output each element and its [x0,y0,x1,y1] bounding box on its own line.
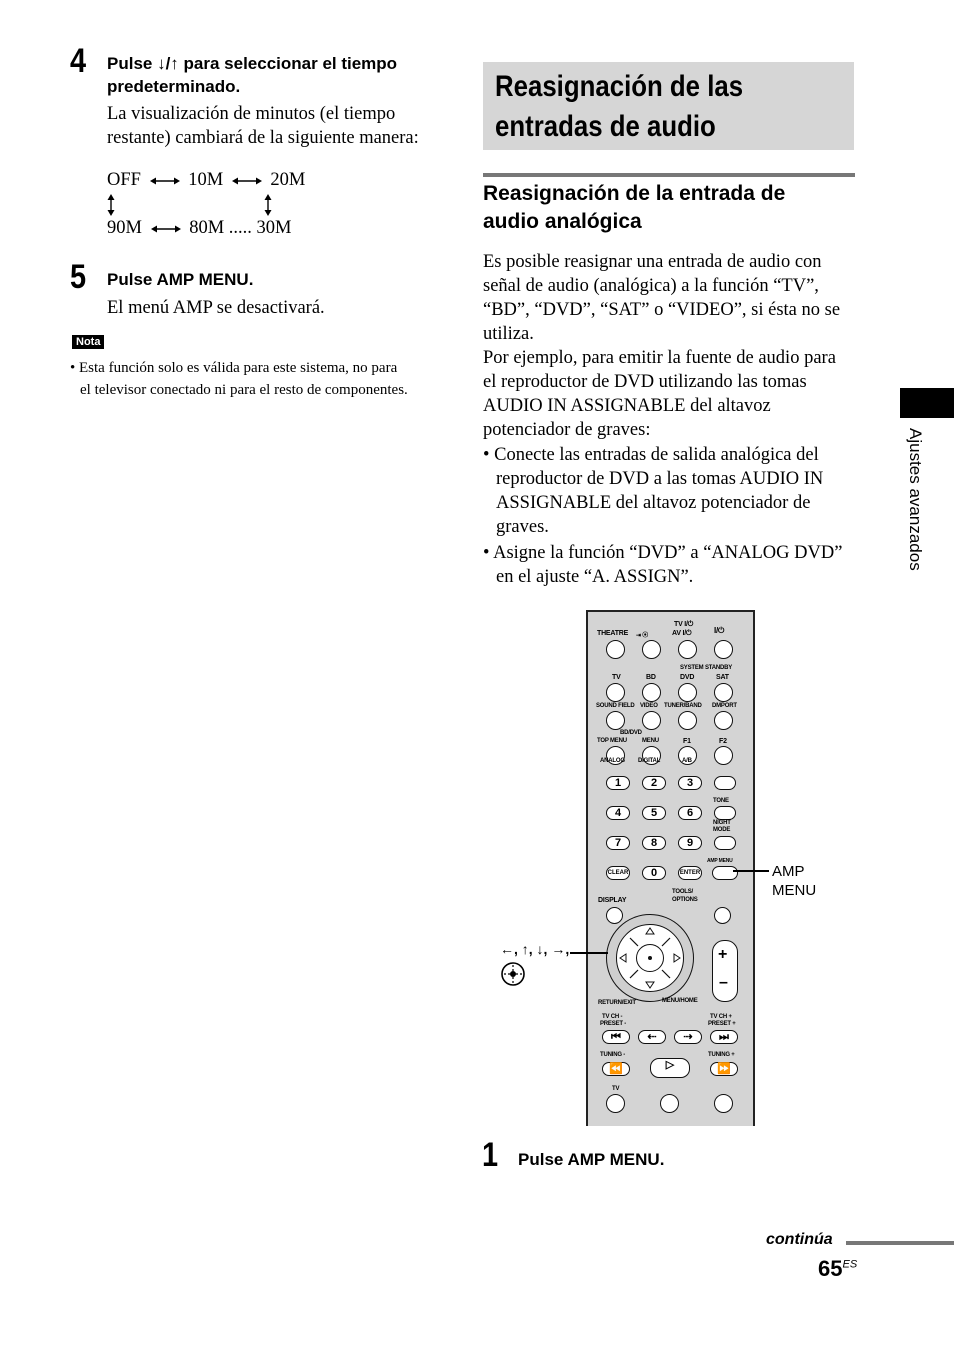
seq-80m-30m: 80M ..... 30M [189,218,292,238]
subhead [483,180,785,236]
volume-down-icon: – [719,974,728,991]
sequence-row-top [107,168,305,192]
remote-label: SAT [716,674,729,681]
remote-label: OPTIONS [672,897,698,903]
double-arrow-icon [232,176,262,186]
page-suffix: ES [842,1258,858,1271]
theatre-button [606,640,625,659]
seq-20m: 20M [270,170,306,190]
para1-line: señal de audio (analógica) a la función “TV”, [483,276,819,296]
remote-label: SOUND FIELD [596,703,635,709]
para1-line: utiliza. [483,324,534,344]
next-button: ⏭ [710,1030,738,1044]
step-4-heading-line1: Pulse ↓/↑ para seleccionar el tiempo [107,54,398,73]
replay-button: ⇠ [638,1030,666,1044]
remote-label: MENU/HOME [662,998,698,1004]
amp-menu-callout-line1: AMP [772,863,805,880]
remote-control [586,610,755,1126]
section-sidebar-label: Ajustes avanzados [906,428,925,571]
vertical-double-arrow-icon [106,194,116,216]
bullet-2 [483,541,842,589]
remote-label: A/B [682,758,692,764]
remote-label: AMP MENU [707,858,733,864]
para2-line: potenciador de graves: [483,420,651,440]
remote-label: BD/DVD [620,730,642,736]
video-button [642,711,661,730]
bd-input-button [642,683,661,702]
digit-2-button: 2 [642,776,666,790]
subhead-rule [483,173,855,177]
remote-label: DIGITAL [638,758,661,764]
sequence-row-bottom [107,216,291,240]
continua-label: continúa [766,1231,833,1248]
digit-5-button: 5 [642,806,666,820]
bullet-1 [483,443,823,539]
step-4-text-line1: La visualización de minutos (el tiempo [107,104,396,124]
note-line1: • Esta función solo es válida para este sistema, no para [70,360,398,376]
remote-label: TOP MENU [597,738,627,744]
remote-label: PRESET - [600,1021,627,1027]
para2-line: AUDIO IN ASSIGNABLE del altavoz [483,396,771,416]
remote-label: ANALOG [600,758,625,764]
step-1-number: 1 [482,1136,499,1174]
sound-field-button [606,711,625,730]
power-button [714,640,733,659]
step-5-number: 5 [70,258,87,296]
amp-menu-button [712,866,738,880]
note-line2: el televisor conectado ni para el resto de componentes. [80,382,408,398]
rewind-button: ⏪ [602,1062,630,1076]
night-mode-button [714,836,736,850]
remote-label: DMPORT [712,703,737,709]
av-power-button [678,640,697,659]
amp-menu-callout-line2: MENU [772,882,817,899]
digit-7-button: 7 [606,836,630,850]
step-5-heading: Pulse AMP MENU. [107,270,254,289]
paragraph-1 [483,250,840,346]
double-arrow-icon [151,224,181,234]
paragraph-2 [483,346,836,442]
remote-label: MODE [713,827,731,833]
note-text [70,357,408,401]
page-number [818,1256,857,1282]
arrows-callout: ←, ↑, ↓, →, [500,941,570,957]
tone-button [714,806,736,820]
section-title-line2: entradas de audio [495,110,716,143]
seq-90m: 90M [107,218,142,238]
section-title-line1: Reasignación de las [495,70,744,103]
remote-label: ⇥ ⦿ [636,633,649,639]
display-button [606,907,623,924]
remote-label: AV I/⏻ [672,630,692,637]
step-4-text-line2: restante) cambiará de la siguiente manera: [107,128,419,148]
para1-line: “BD”, “DVD”, “SAT” o “VIDEO”, si ésta no se [483,300,841,320]
note-badge: Nota [72,335,104,349]
remote-label: PRESET + [708,1021,736,1027]
remote-label: TV CH - [602,1014,623,1020]
digit-1-button: 1 [606,776,630,790]
subhead-line1: Reasignación de la entrada de [483,182,786,205]
bullet2-line: • Asigne la función “DVD” a “ANALOG DVD” [483,543,843,563]
remote-label: SYSTEM STANDBY [680,665,733,671]
fast-forward-button: ⏩ [710,1062,738,1076]
nav-arrows-icon [616,924,684,992]
remote-label: DVD [680,674,695,681]
subhead-line2: audio analógica [483,210,642,233]
digit-3-button: 3 [678,776,702,790]
pause-button [660,1094,679,1113]
remote-label: TUNING - [600,1052,626,1058]
page-number-value: 65 [818,1256,843,1281]
remote-label: NIGHT [713,820,731,826]
section-tab-marker [900,388,954,418]
step-4-number: 4 [70,42,87,80]
remote-label: RETURN/EXIT [598,1000,636,1006]
clear-button: CLEAR [606,866,630,880]
f2-button [714,746,733,765]
step-4-heading [107,52,397,98]
arrows-callout-line [570,952,608,954]
digit-4-button: 4 [606,806,630,820]
seq-off: OFF [107,170,141,190]
remote-label: TOOLS/ [672,889,694,895]
enter-circle-icon [500,961,526,987]
remote-label: THEATRE [597,630,629,637]
sat-input-button [714,683,733,702]
step-1-heading: Pulse AMP MENU. [518,1150,665,1169]
remote-label: TV I/⏻ [674,621,694,628]
remote-label: F2 [719,738,727,745]
amp-menu-callout [772,862,816,900]
bullet1-line: ASSIGNABLE del altavoz potenciador de [496,493,811,513]
volume-up-icon: + [718,946,728,963]
digit-0-button: 0 [642,866,666,880]
remote-label: I/⏻ [714,626,725,635]
step-5-text: El menú AMP se desactivará. [107,298,325,318]
step-4-text [107,102,419,150]
dmport-button [714,711,733,730]
stop-button [714,1094,733,1113]
remote-label: TUNING + [708,1052,735,1058]
para2-line: el reproductor de DVD utilizando las tomas [483,372,807,392]
digit-8-button: 8 [642,836,666,850]
para2-line: Por ejemplo, para emitir la fuente de audio para [483,348,836,368]
para1-line: Es posible reasignar una entrada de audio con [483,252,822,272]
tv-bottom-button [606,1094,625,1113]
bullet1-line: • Conecte las entradas de salida analógica del [483,445,819,465]
tv-input-button [606,683,625,702]
remote-label: TONE [713,798,729,804]
remote-label: TV CH + [710,1014,732,1020]
double-arrow-icon [150,176,180,186]
remote-label: TV [612,674,621,681]
enter-button: ENTER [678,866,702,880]
muting-button [714,907,731,924]
remote-label: TV [612,1086,620,1092]
digit-6-button: 6 [678,806,702,820]
remote-label: BD [646,674,656,681]
remote-label: TUNER/BAND [664,703,702,709]
prev-button: ⏮ [602,1030,630,1044]
input-button [642,640,661,659]
bullet2-line: en el ajuste “A. ASSIGN”. [496,567,694,587]
continua-bar [846,1241,954,1245]
remote-label: MENU [642,738,659,744]
digit-9-button: 9 [678,836,702,850]
remote-label: VIDEO [640,703,658,709]
dvd-input-button [678,683,697,702]
amp-menu-callout-line [733,870,769,872]
remote-label: DISPLAY [598,897,627,904]
advance-button: ⇢ [674,1030,702,1044]
step-4-heading-line2: predeterminado. [107,77,241,96]
bullet1-line: graves. [496,517,549,537]
vertical-double-arrow-icon [263,194,273,216]
section-title-box [483,62,854,150]
bullet1-line: reproductor de DVD a las tomas AUDIO IN [496,469,824,489]
tuner-band-button [678,711,697,730]
remote-label: F1 [683,738,691,745]
seq-10m: 10M [188,170,224,190]
display-key-button [714,776,736,790]
play-button: ▷ [650,1058,690,1078]
